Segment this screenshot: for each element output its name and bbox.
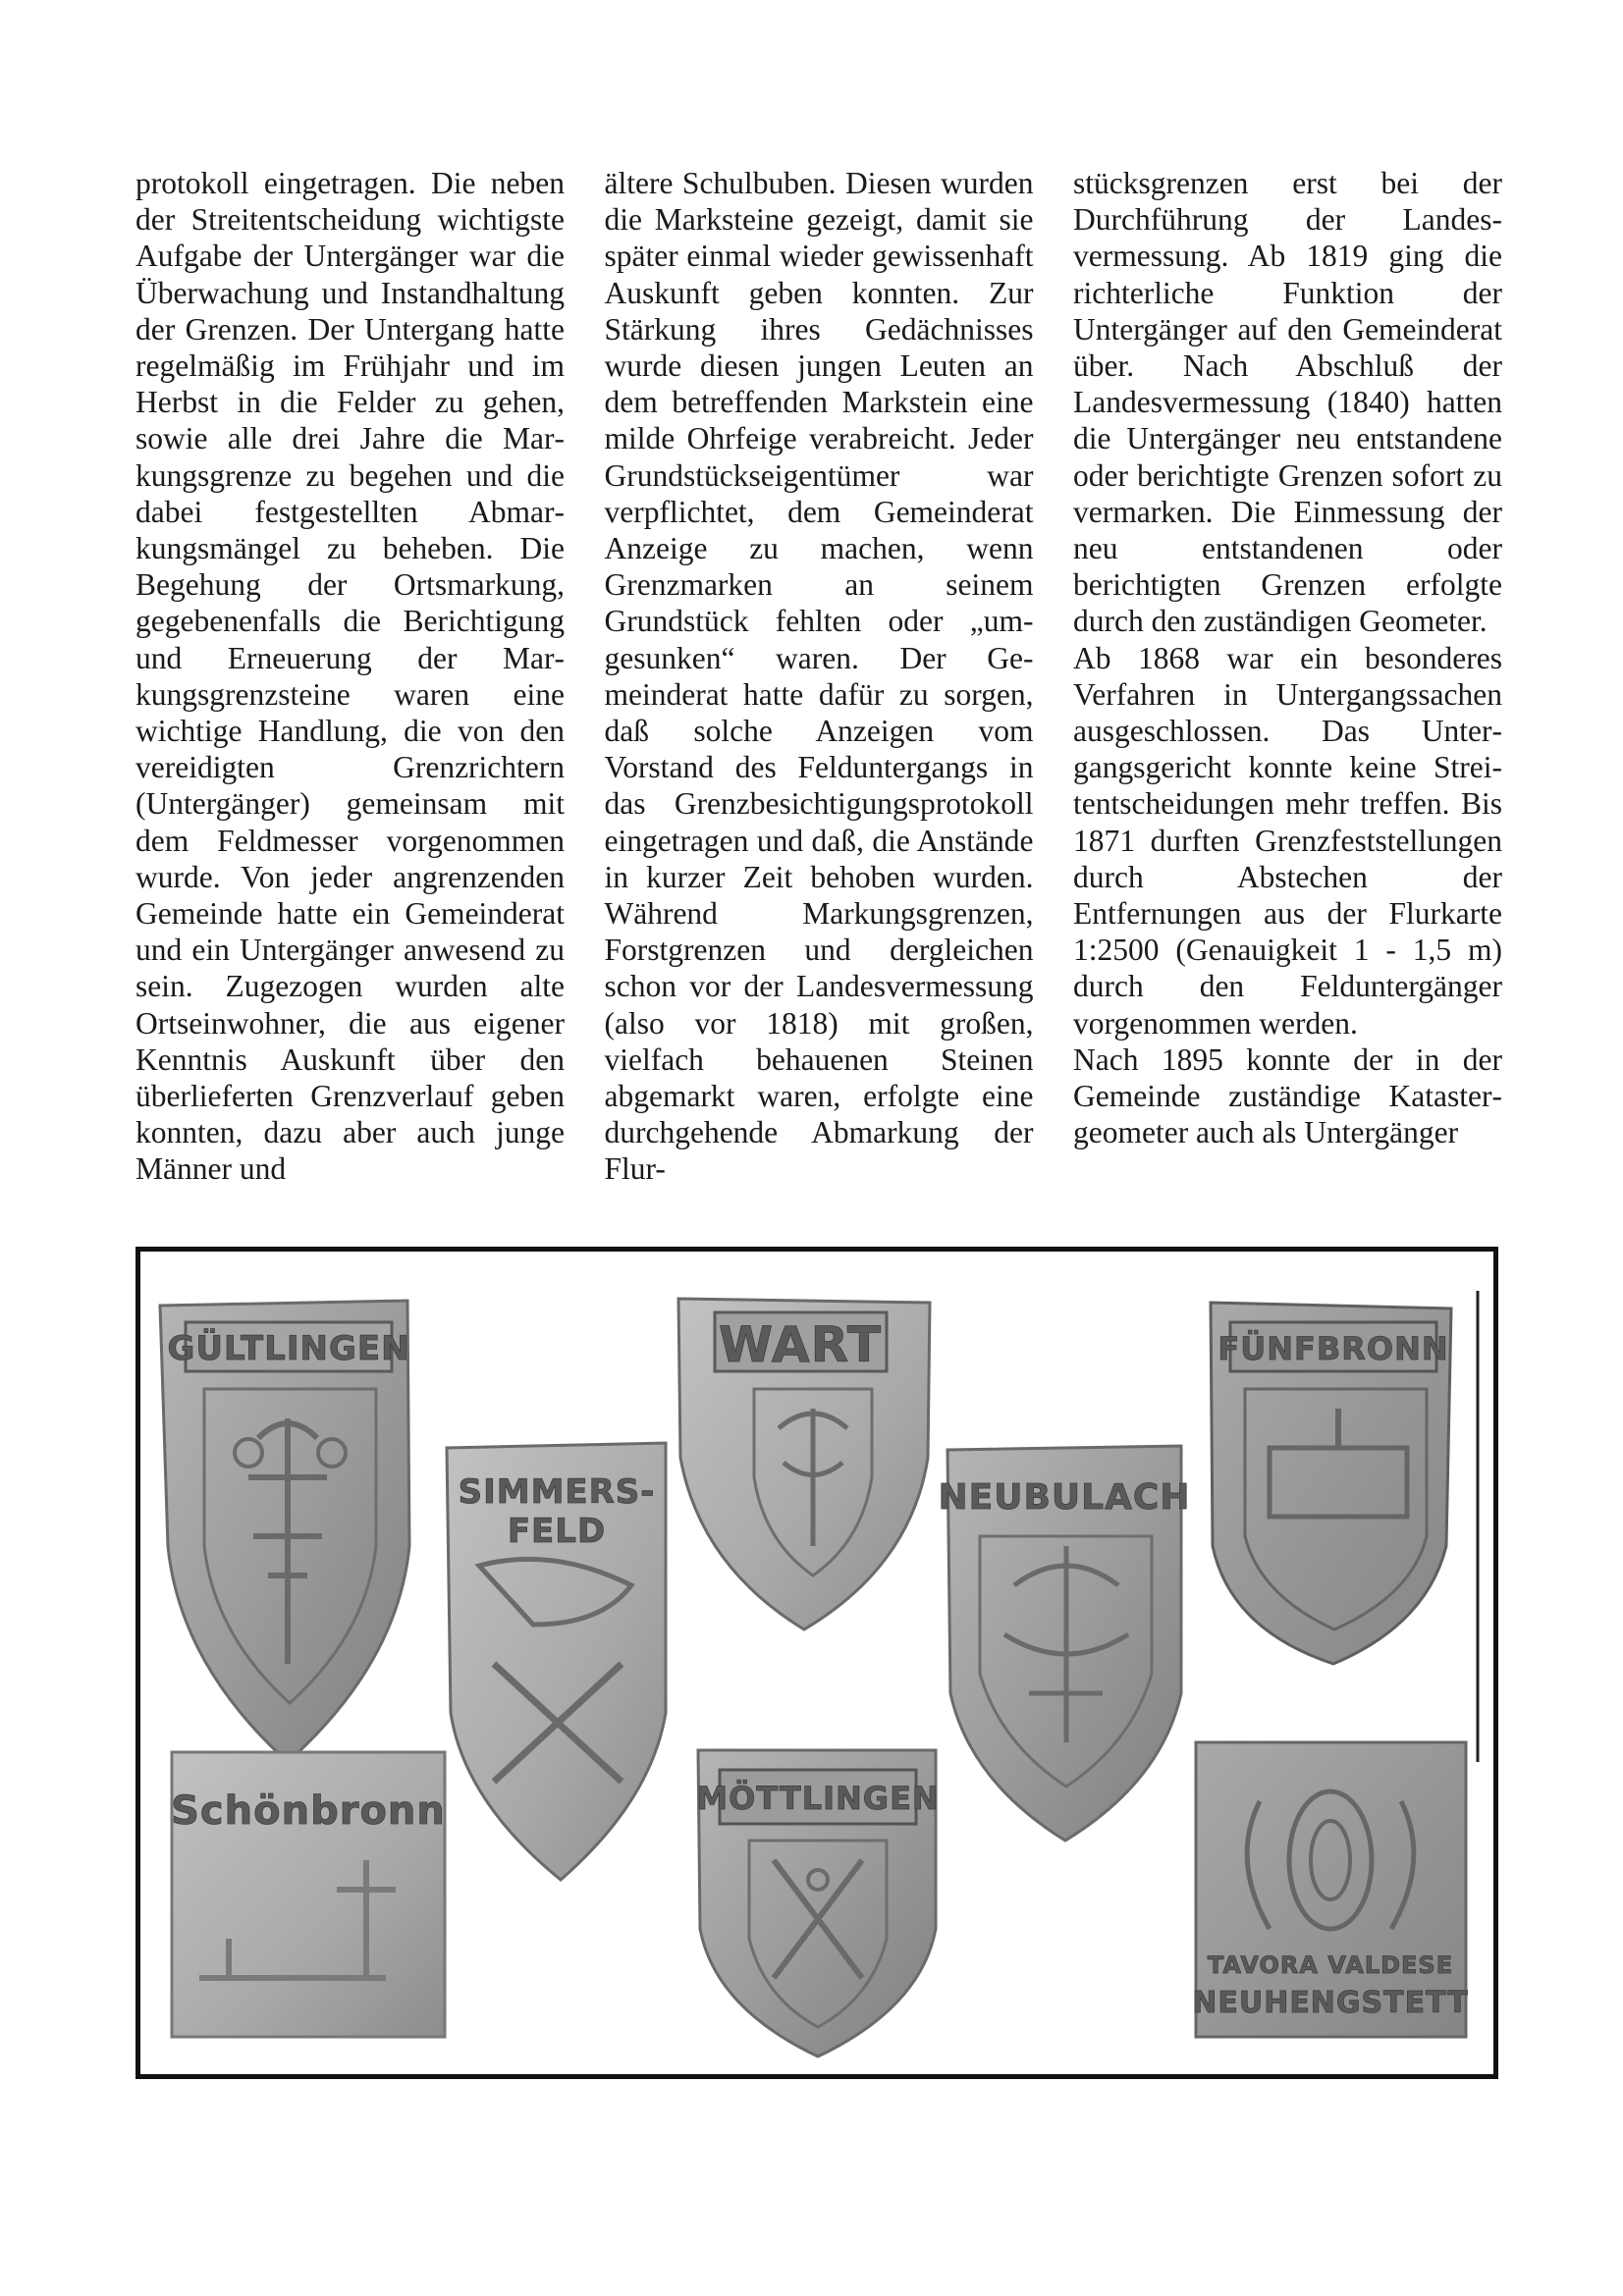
paragraph: protokoll eingetragen. Die neben der Streitentscheidung wichtigste Aufgabe der Untergänger war die Überwachung und Instandhaltung der Grenzen. Der Untergang hatte regelmäßig im Frühjahr und im Herbst in die Felder zu gehen, sowie alle drei Jahre die Markungsgrenze zu begehen und die dabei festgestellten Abmarkungsmängel zu beheben. Die Begehung der Ortsmarkung, gegebenenfalls die Berichtigung und Erneuerung der Markungsgrenzsteine waren eine wichtige Handlung, die von den vereidigten Grenzrichtern (Untergänger) gemeinsam mit dem Feldmesser vorgenommen wurde. Von jeder angrenzenden Gemeinde hatte ein Gemeinderat und ein Untergänger anwesend zu sein. Zugezogen wurden alte Ortseinwohner, die aus eigener Kenntnis Auskunft über den überlieferten Grenzverlauf geben konnten, dazu aber auch junge Männer und bbox=[135, 166, 565, 1187]
stone-wart bbox=[678, 1299, 930, 1629]
stone-label: MÖTTLINGEN bbox=[696, 1780, 940, 1817]
text-columns bbox=[135, 165, 1502, 1247]
stone-neuhengstett bbox=[1192, 1742, 1468, 2037]
paragraph: ältere Schulbuben. Diesen wurden die Marksteine gezeigt, damit sie später einmal wieder gewissenhaft Auskunft geben konnten. Zur Stärkung ihres Gedächnisses wurde diesen jungen Leuten an dem betreffenden Markstein eine milde Ohrfeige verabreicht. Jeder Grundstückseigentümer war verpflichtet, dem Gemeinderat Anzeige zu machen, wenn Grenzmarken an seinem Grundstück fehlten oder „umgesunken“ waren. Der Gemeinderat hatte dafür zu sorgen, daß solche Anzeigen vom Vorstand des Felduntergangs in das Grenzbesichtigungsprotokoll eingetragen und daß, die Anstände in kurzer Zeit behoben wurden. Während Markungsgrenzen, Forstgrenzen und dergleichen schon vor der Landesvermessung (also vor 1818) mit großen, vielfach behauenen Steinen abgemarkt waren, erfolgte eine durchgehende Abmarkung der Flur- bbox=[604, 166, 1034, 1187]
text-column-2 bbox=[605, 165, 1034, 1247]
stone-label: WART bbox=[719, 1316, 882, 1373]
stone-label: NEUHENGSTETT bbox=[1192, 1986, 1469, 2020]
paragraph: Nach 1895 konnte der in der Gemeinde zuständige Katastergeometer auch als Untergänger bbox=[1073, 1041, 1502, 1150]
stone-gultlingen bbox=[160, 1301, 410, 1762]
stone-mottlingen bbox=[696, 1750, 939, 2056]
paragraph: Ab 1868 war ein besonderes Verfahren in Untergangssachen ausgeschlossen. Das Untergangsgericht konnte keine Strei- tentscheidungen mehr treffen. Bis 1871 durften Grenzfeststellungen durch Abstechen der Entfernungen aus der Flurkarte 1:2500 (Genauigkeit 1 - 1,5 m) durch den Felduntergänger vorgenommen werden. bbox=[1073, 640, 1502, 1041]
stone-label: TAVORA VALDESE bbox=[1207, 1951, 1454, 1979]
stone-label: Schönbronn bbox=[171, 1789, 446, 1834]
stone-label: FÜNFBRONN bbox=[1217, 1330, 1449, 1367]
stone-neubulach bbox=[939, 1446, 1191, 1841]
stone-simmersfeld bbox=[447, 1443, 666, 1880]
stone-label: GÜLTLINGEN bbox=[167, 1329, 410, 1368]
stone-schonbronn bbox=[171, 1752, 446, 2037]
text-column-1 bbox=[135, 165, 565, 1247]
stone-label: SIMMERS- bbox=[458, 1472, 656, 1512]
stone-label: NEUBULACH bbox=[938, 1477, 1191, 1518]
stone-label: FELD bbox=[507, 1512, 607, 1551]
text-column-3 bbox=[1073, 165, 1502, 1247]
paragraph: stücksgrenzen erst bei der Durchführung der Landesvermessung. Ab 1819 ging die richterliche Funktion der Untergänger auf den Gemeinderat über. Nach Abschluß der Landesvermessung (1840) hatten die Untergänger neu entstandene oder berichtigte Grenzen sofort zu vermarken. Die Einmessung der neu entstandenen oder berichtigten Grenzen erfolgte durch den zuständigen Geometer. bbox=[1073, 166, 1502, 639]
boundary-stones-photo bbox=[135, 1247, 1498, 2079]
stone-funfbronn bbox=[1211, 1303, 1451, 1664]
